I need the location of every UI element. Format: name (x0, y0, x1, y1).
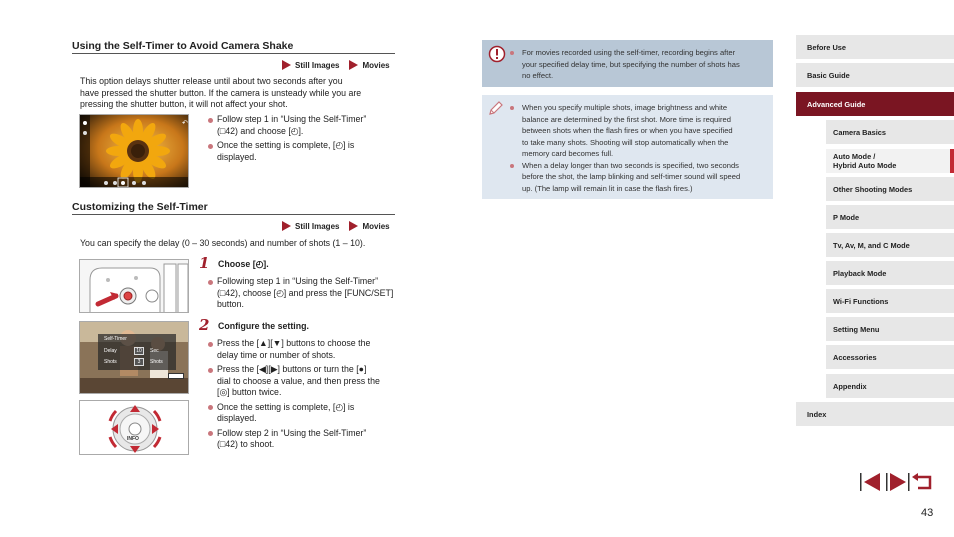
list-item (208, 402, 398, 425)
dial-info-label: INFO (127, 436, 139, 442)
bullet-line: (□42), choose [◴] and press the [FUNC/SET] (217, 287, 394, 298)
bullet-line: Press the [◀][▶] buttons or turn the [●] (217, 364, 367, 374)
section2-modes (282, 221, 390, 231)
nav-before-use[interactable] (796, 35, 954, 59)
note-line: memory card becomes full. (522, 149, 614, 158)
next-page-button[interactable] (886, 472, 908, 492)
bullet-line: (□42) and choose [◴]. (217, 125, 304, 136)
nav-appendix[interactable] (826, 374, 954, 398)
list-item (208, 428, 398, 451)
nav-label: Before Use (807, 42, 847, 52)
panel-title: Self-Timer (104, 336, 127, 342)
note-line: When you specify multiple shots, image brightness and white (522, 103, 728, 112)
bullet-line: delay time or number of shots. (217, 349, 336, 360)
delay-value[interactable]: 10 (134, 347, 144, 355)
bullet-line: (□42) to shoot. (217, 439, 275, 449)
tip-note (482, 95, 773, 199)
nav-p-mode[interactable] (826, 205, 954, 229)
note-line: between shots when the flash fires or when you have specified (522, 126, 733, 135)
delay-label: Delay (104, 348, 117, 354)
sunflower-screen-image (79, 114, 189, 188)
section1-title: Using the Self-Timer to Avoid Camera Shake (72, 40, 294, 52)
nav-label: Advanced Guide (807, 99, 866, 109)
self-timer-panel (98, 334, 176, 370)
step2-bullets (208, 338, 398, 454)
section2-title: Customizing the Self-Timer (72, 201, 208, 213)
note-line: balance are determined by the first shot. More time is required (522, 114, 731, 124)
shots-unit: Shots (150, 359, 163, 365)
intro-line: This option delays shutter release until about two seconds after you (80, 76, 343, 86)
mode-arrow-icon (282, 60, 291, 70)
nav-label: Accessories (833, 352, 877, 362)
nav-label: Index (807, 409, 827, 419)
caution-icon (488, 45, 506, 63)
list-item (208, 364, 398, 399)
bullet-line: dial to choose a value, and then press the (217, 375, 380, 386)
mode-arrow-icon (349, 60, 358, 70)
note-line: up. (The lamp will remain lit in case the flash fires.) (522, 183, 693, 193)
caution-note (482, 40, 773, 87)
bullet-line: Follow step 1 in “Using the Self-Timer” (217, 114, 367, 124)
mode-movies: Movies (362, 221, 390, 231)
bullet-line: Follow step 2 in “Using the Self-Timer” (217, 427, 367, 438)
shots-label: Shots (104, 359, 117, 365)
nav-setting-menu[interactable] (826, 317, 954, 341)
nav-label: Wi-Fi Functions (833, 296, 889, 306)
note-line: no effect. (522, 71, 554, 80)
section1-rule (72, 53, 395, 54)
nav-label: Hybrid Auto Mode (833, 161, 897, 170)
camera-illustration (80, 260, 189, 313)
note-line: to take many shots. Shooting will stop automatically when the (522, 137, 729, 147)
dial-illustration (80, 401, 189, 455)
mode-still-images: Still Images (295, 60, 340, 70)
section2-rule (72, 214, 395, 215)
control-dial-image (79, 400, 189, 455)
intro-line: pressing the shutter button, it will not affect your shot. (80, 99, 288, 109)
nav-playback-mode[interactable] (826, 261, 954, 285)
tip-list (508, 102, 770, 194)
nav-label: Appendix (833, 381, 867, 391)
nav-advanced-guide[interactable] (796, 92, 954, 116)
bullet-line: displayed. (217, 413, 257, 423)
section1-bullets (208, 114, 398, 166)
list-item (508, 160, 770, 195)
step1-title: Choose [◴]. (218, 259, 269, 269)
self-timer-screen-image (79, 321, 189, 394)
section1-intro (80, 76, 400, 111)
sunflower-illustration (80, 115, 189, 188)
section2-intro: You can specify the delay (0 – 30 seconds) and number of shots (1 – 10). (80, 238, 366, 248)
bullet-line: button. (217, 299, 244, 309)
prev-page-button[interactable] (860, 472, 882, 492)
note-line: your specified delay time, but specifying the number of shots has (522, 59, 740, 69)
pencil-icon (488, 100, 504, 116)
list-item (508, 47, 770, 82)
note-line: For movies recorded using the self-timer, recording begins after (522, 48, 736, 57)
nav-camera-basics[interactable] (826, 120, 954, 144)
camera-button-image (79, 259, 189, 313)
bullet-line: Press the [▲][▼] buttons to choose the (217, 338, 371, 348)
bullet-line: displayed. (217, 151, 257, 162)
mode-movies: Movies (362, 60, 390, 70)
nav-tv-av-m-c-mode[interactable] (826, 233, 954, 257)
list-item (208, 338, 398, 361)
shots-value[interactable]: 3 (134, 358, 144, 366)
delay-unit: Sec (150, 348, 159, 354)
list-item (508, 102, 770, 160)
nav-basic-guide[interactable] (796, 63, 954, 87)
menu-icon (168, 373, 184, 379)
nav-label: Setting Menu (833, 324, 880, 334)
intro-line: have pressed the shutter button. If the camera is unsteady while you are (80, 87, 362, 98)
nav-index[interactable] (796, 402, 954, 426)
nav-auto-mode[interactable] (826, 149, 954, 173)
step1-number: 1 (199, 254, 210, 272)
nav-label: Basic Guide (807, 70, 850, 80)
nav-label: Camera Basics (833, 127, 887, 137)
mode-still-images: Still Images (295, 221, 340, 231)
caution-list (508, 47, 770, 82)
nav-label: Tv, Av, M, and C Mode (833, 240, 910, 250)
bullet-line: Once the setting is complete, [◴] is (217, 401, 355, 412)
nav-wifi-functions[interactable] (826, 289, 954, 313)
bullet-line: [◎] button twice. (217, 387, 282, 397)
page-number: 43 (921, 507, 934, 519)
nav-label: Playback Mode (833, 268, 887, 278)
bullet-line: Once the setting is complete, [◴] is (217, 140, 355, 150)
nav-label: Auto Mode / (833, 152, 876, 161)
svg-text:↶: ↶ (182, 119, 188, 127)
note-line: When a delay longer than two seconds is specified, two seconds (522, 160, 739, 170)
step1-bullets (208, 276, 398, 314)
mode-arrow-icon (349, 221, 358, 231)
nav-other-shooting-modes[interactable] (826, 177, 954, 201)
nav-label: Other Shooting Modes (833, 184, 913, 194)
step2-number: 2 (199, 316, 210, 334)
bullet-line: Following step 1 in “Using the Self-Timer” (217, 276, 379, 286)
mode-arrow-icon (282, 221, 291, 231)
section1-modes (282, 60, 390, 70)
list-item (208, 276, 398, 311)
return-button[interactable] (908, 472, 934, 492)
list-item (208, 140, 398, 163)
nav-label: P Mode (833, 212, 860, 222)
nav-accessories[interactable] (826, 345, 954, 369)
list-item (208, 114, 398, 137)
note-line: before the shot, the lamp blinking and self-timer sound will speed (522, 172, 741, 181)
step2-title: Configure the setting. (218, 321, 309, 331)
